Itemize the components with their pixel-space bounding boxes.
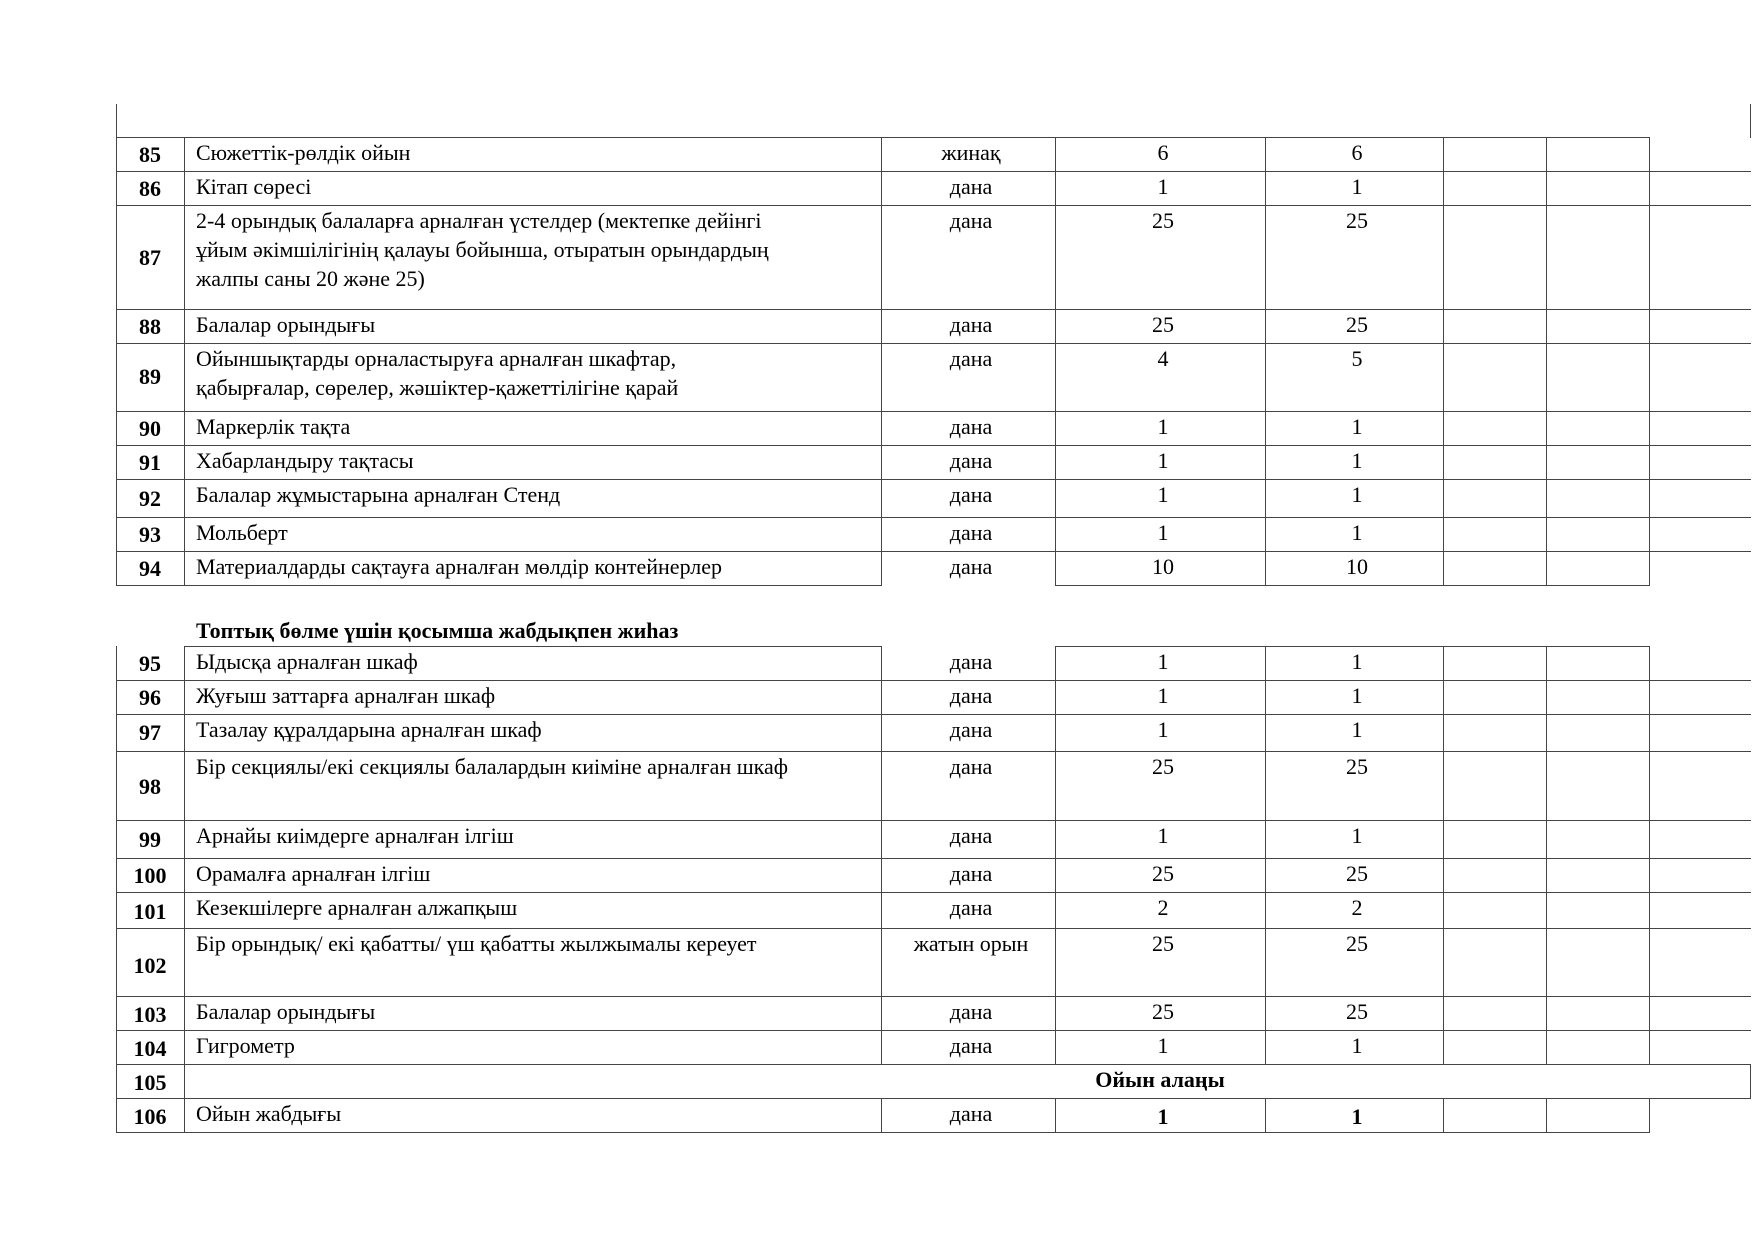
row-number: 94 xyxy=(139,556,161,581)
item-unit: дана xyxy=(949,312,993,337)
table-border xyxy=(881,646,882,1065)
item-unit: дана xyxy=(949,554,993,579)
item-quantity: 5 xyxy=(1351,346,1363,371)
row-number: 88 xyxy=(139,314,161,339)
item-name-line: Ойыншықтарды орналастыруға арналған шкафтар, xyxy=(196,346,677,371)
row-number: 85 xyxy=(139,142,161,167)
table-border xyxy=(184,137,185,586)
table-border xyxy=(184,1098,185,1133)
row-number: 102 xyxy=(133,953,167,978)
row-number: 104 xyxy=(133,1036,167,1061)
item-unit: дана xyxy=(949,861,993,886)
item-quantity: 25 xyxy=(1152,312,1174,337)
item-quantity: 10 xyxy=(1152,554,1174,579)
item-quantity: 25 xyxy=(1346,861,1368,886)
table-border xyxy=(1546,137,1547,586)
table-border xyxy=(1546,646,1547,1065)
item-unit: жинақ xyxy=(941,140,1001,165)
item-quantity: 1 xyxy=(1157,174,1169,199)
item-name: Хабарландыру тақтасы xyxy=(196,448,414,473)
item-name: Арнайы киімдерге арналған ілгіш xyxy=(196,823,514,848)
row-number: 90 xyxy=(139,416,161,441)
item-name: Гигрометр xyxy=(196,1033,295,1058)
table-border xyxy=(116,104,117,138)
table-border xyxy=(881,137,882,586)
item-quantity: 25 xyxy=(1152,999,1174,1024)
item-name: Балалар жұмыстарына арналған Стенд xyxy=(196,482,561,507)
table-border xyxy=(1649,137,1650,586)
row-number: 87 xyxy=(139,245,161,270)
item-name: Мольберт xyxy=(196,520,288,545)
table-border xyxy=(881,1098,882,1133)
item-name: Жуғыш заттарға арналған шкаф xyxy=(196,683,496,708)
row-number: 100 xyxy=(133,863,167,888)
item-quantity: 1 xyxy=(1157,520,1169,545)
item-name-line: қабырғалар, сөрелер, жәшіктер-қажеттілігіне қарай xyxy=(196,375,679,400)
item-unit: дана xyxy=(949,448,993,473)
row-number: 91 xyxy=(139,450,161,475)
section-heading: Топтық бөлме үшін қосымша жабдықпен жиһаз xyxy=(196,618,679,643)
item-quantity: 1 xyxy=(1157,482,1169,507)
item-name: Маркерлік тақта xyxy=(196,414,351,439)
item-name: Кезекшілерге арналған алжапқыш xyxy=(196,895,518,920)
item-quantity: 1 xyxy=(1351,1033,1363,1058)
item-quantity: 1 xyxy=(1157,1104,1169,1129)
table-border xyxy=(1649,1098,1650,1133)
item-unit: дана xyxy=(949,482,993,507)
item-name: Балалар орындығы xyxy=(196,312,376,337)
item-quantity: 25 xyxy=(1152,754,1174,779)
item-quantity: 25 xyxy=(1346,208,1368,233)
item-unit: жатын орын xyxy=(913,931,1029,956)
item-name: Бір секциялы/екі секциялы балалардын киіміне арналған шкаф xyxy=(196,754,789,779)
item-quantity: 2 xyxy=(1157,895,1169,920)
item-quantity: 1 xyxy=(1157,649,1169,674)
item-quantity: 1 xyxy=(1351,717,1363,742)
item-quantity: 25 xyxy=(1346,999,1368,1024)
item-unit: дана xyxy=(949,1033,993,1058)
table-border xyxy=(116,1132,1650,1133)
item-quantity: 1 xyxy=(1351,414,1363,439)
table-border xyxy=(1546,1098,1547,1133)
item-name-line: 2-4 орындық балаларға арналған үстелдер (мектепке дейінгі xyxy=(196,208,762,233)
item-quantity: 1 xyxy=(1351,649,1363,674)
item-quantity: 1 xyxy=(1351,520,1363,545)
item-quantity: 1 xyxy=(1351,174,1363,199)
item-name: Ойын жабдығы xyxy=(196,1101,342,1126)
row-number: 99 xyxy=(139,827,161,852)
item-unit: дана xyxy=(949,520,993,545)
item-quantity: 25 xyxy=(1346,312,1368,337)
item-quantity: 1 xyxy=(1351,683,1363,708)
item-unit: дана xyxy=(949,1101,993,1126)
item-unit: дана xyxy=(949,414,993,439)
row-number: 105 xyxy=(133,1070,167,1095)
item-quantity: 1 xyxy=(1157,683,1169,708)
item-unit: дана xyxy=(949,717,993,742)
item-unit: дана xyxy=(949,649,993,674)
item-quantity: 6 xyxy=(1351,140,1363,165)
section-row-title: Ойын алаңы xyxy=(1095,1067,1225,1092)
table-border xyxy=(1649,646,1650,1065)
item-name-line: ұйым әкімшілігінің қалауы бойынша, отыратын орындардың xyxy=(196,237,769,262)
row-number: 86 xyxy=(139,176,161,201)
item-quantity: 1 xyxy=(1351,448,1363,473)
item-quantity: 25 xyxy=(1152,931,1174,956)
item-unit: дана xyxy=(949,346,993,371)
row-number: 95 xyxy=(139,651,161,676)
item-quantity: 1 xyxy=(1351,482,1363,507)
item-quantity: 1 xyxy=(1157,1033,1169,1058)
table-border xyxy=(184,1064,185,1099)
item-name-line: жалпы саны 20 және 25) xyxy=(196,266,425,291)
item-unit: дана xyxy=(949,683,993,708)
item-unit: дана xyxy=(949,999,993,1024)
row-number: 93 xyxy=(139,522,161,547)
row-number: 101 xyxy=(133,899,167,924)
item-quantity: 4 xyxy=(1157,346,1169,371)
item-name: Кітап сөресі xyxy=(196,174,312,199)
item-name: Тазалау құралдарына арналған шкаф xyxy=(196,717,542,742)
item-quantity: 25 xyxy=(1152,861,1174,886)
item-name: Ыдысқа арналған шкаф xyxy=(196,649,418,674)
item-quantity: 6 xyxy=(1157,140,1169,165)
item-unit: дана xyxy=(949,754,993,779)
item-quantity: 1 xyxy=(1351,823,1363,848)
item-name: Сюжеттік-рөлдік ойын xyxy=(196,140,411,165)
item-name: Материалдарды сақтауға арналған мөлдір контейнерлер xyxy=(196,554,723,579)
item-quantity: 1 xyxy=(1351,1104,1363,1129)
item-quantity: 10 xyxy=(1346,554,1368,579)
item-unit: дана xyxy=(949,895,993,920)
item-name: Орамалға арналған ілгіш xyxy=(196,861,431,886)
table-border xyxy=(116,585,882,586)
item-quantity: 1 xyxy=(1157,717,1169,742)
row-number: 96 xyxy=(139,685,161,710)
item-quantity: 25 xyxy=(1346,754,1368,779)
item-unit: дана xyxy=(949,174,993,199)
row-number: 92 xyxy=(139,486,161,511)
table-border xyxy=(1055,585,1650,586)
row-number: 103 xyxy=(133,1002,167,1027)
table-border xyxy=(116,1064,1751,1065)
table-border xyxy=(1750,104,1751,138)
item-name: Бір орындық/ екі қабатты/ үш қабатты жылжымалы кереует xyxy=(196,931,757,956)
item-quantity: 1 xyxy=(1157,823,1169,848)
item-quantity: 2 xyxy=(1351,895,1363,920)
item-unit: дана xyxy=(949,208,993,233)
item-quantity: 1 xyxy=(1157,414,1169,439)
row-number: 98 xyxy=(139,774,161,799)
table-border xyxy=(1750,1064,1751,1099)
item-unit: дана xyxy=(949,823,993,848)
item-quantity: 25 xyxy=(1152,208,1174,233)
item-quantity: 25 xyxy=(1346,931,1368,956)
row-number: 106 xyxy=(133,1104,167,1129)
row-number: 89 xyxy=(139,364,161,389)
row-number: 97 xyxy=(139,720,161,745)
item-quantity: 1 xyxy=(1157,448,1169,473)
table-border xyxy=(184,646,185,1065)
item-name: Балалар орындығы xyxy=(196,999,376,1024)
